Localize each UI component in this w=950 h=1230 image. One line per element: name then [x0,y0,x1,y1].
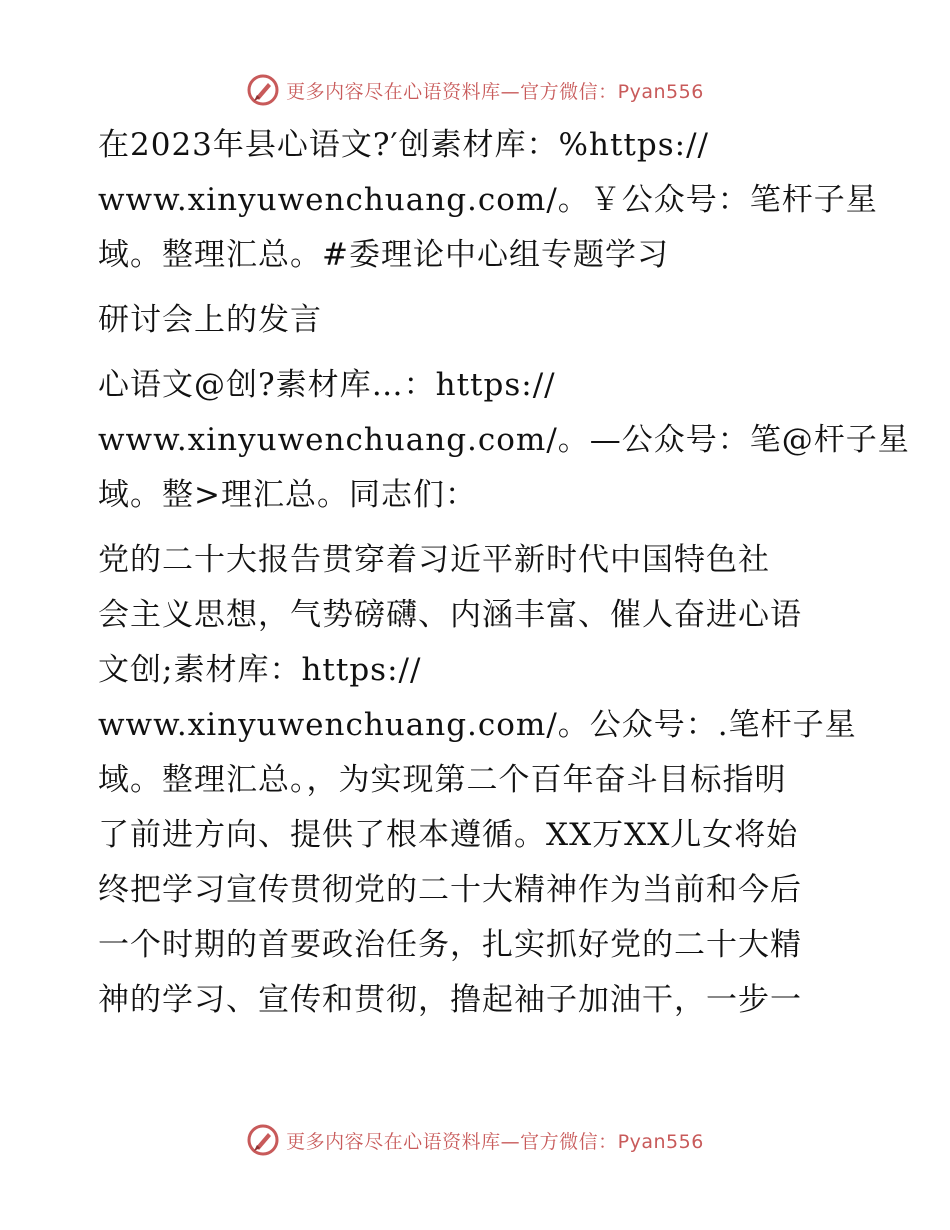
paragraph-line: 终把学习宣传贯彻党的二十大精神作为当前和今后 [98,872,802,908]
paragraph-line: 域。整理汇总。#委理论中心组专题学习 [98,237,669,273]
footer-banner [0,1120,950,1160]
footer-banner-text: 更多内容尽在心语资料库—官方微信：Pyan556 [286,1130,704,1153]
pen-nib-circle-logo-icon [246,73,280,107]
paragraph-line: 一个时期的首要政治任务，扎实抓好党的二十大精 [98,927,802,963]
paragraph-line: 会主义思想，气势磅礴、内涵丰富、催人奋进心语 [98,597,802,633]
paragraph-line: 域。整>理汇总。同志们： [98,477,477,513]
paragraph-line: 文创;素材库：https:// [98,652,422,688]
paragraph-line: 神的学习、宣传和贯彻，撸起袖子加油干，一步一 [98,982,802,1018]
paragraph-line: 研讨会上的发言 [98,302,322,338]
document-body [98,118,910,1038]
paragraph-line: 党的二十大报告贯穿着习近平新时代中国特色社 [98,542,770,578]
paragraph-body [98,533,858,1028]
paragraph-line: 了前进方向、提供了根本遵循。XX万XX儿女将始 [98,817,799,853]
paragraph-line: 心语文@创?素材库…：https:// [98,367,556,403]
pen-nib-circle-logo-icon [246,1123,280,1157]
paragraph-line: 域。整理汇总。，为实现第二个百年奋斗目标指明 [98,762,787,798]
header-banner-text: 更多内容尽在心语资料库—官方微信：Pyan556 [286,80,704,103]
paragraph-line: www.xinyuwenchuang.com/。—公众号：笔@杆子星 [98,422,910,458]
header-banner [0,70,950,110]
paragraph-line: www.xinyuwenchuang.com/。￥公众号：笔杆子星 [98,182,878,218]
paragraph-line: www.xinyuwenchuang.com/。公众号：.笔杆子星 [98,707,857,743]
paragraph-title [98,293,858,348]
paragraph-greeting [98,358,910,523]
paragraph-line: 在2023年县心语文?′创素材库：%https:// [98,127,709,163]
paragraph-intro [98,118,878,283]
